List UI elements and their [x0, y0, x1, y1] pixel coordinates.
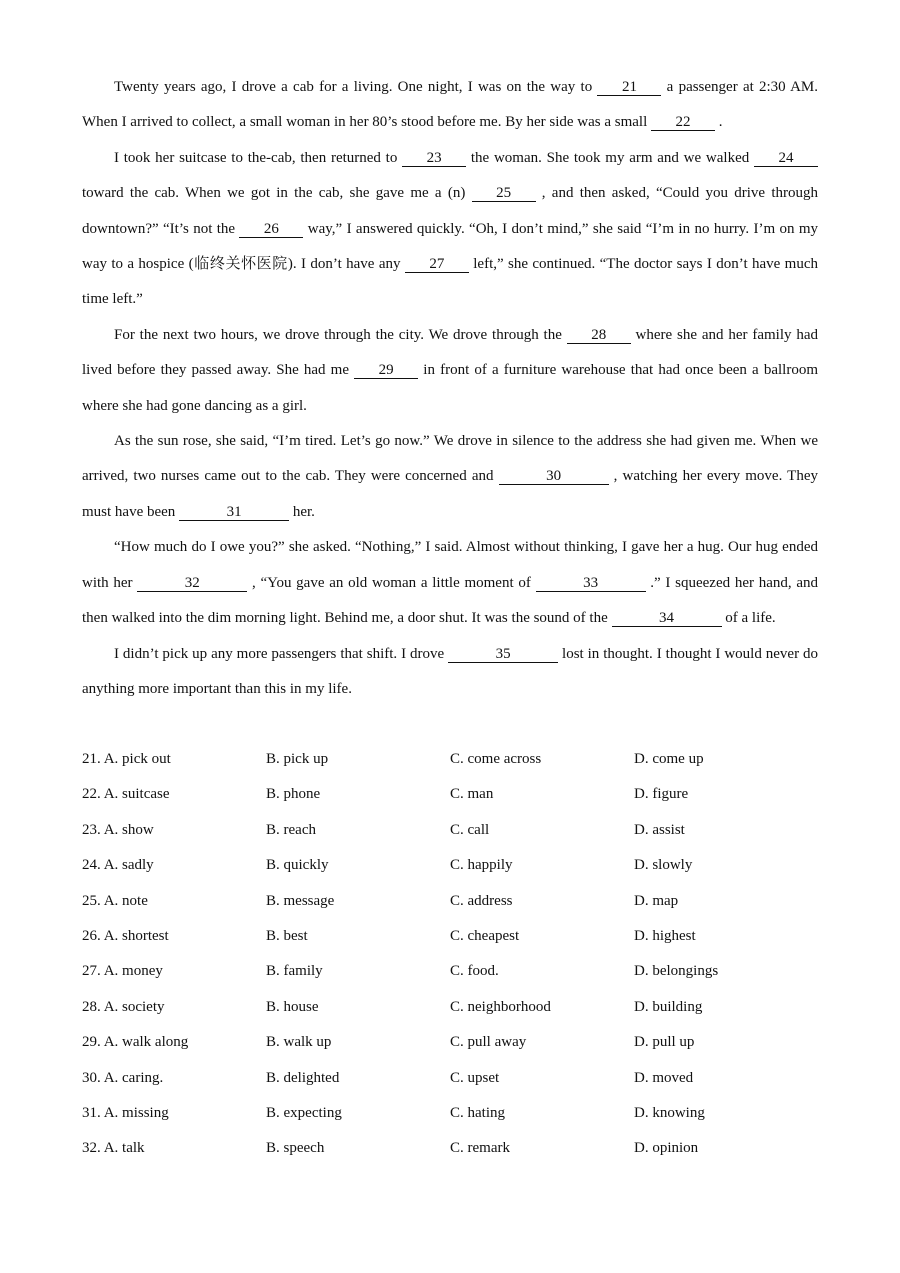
option-a [82, 813, 154, 848]
answer-options [82, 742, 818, 1167]
option-a-text: A. money [103, 963, 163, 980]
option-b: B. message [266, 892, 335, 909]
option-c: C. food. [450, 963, 499, 980]
passage-text: Twenty years ago, I drove a cab for a living. One night, I was on the way to [114, 79, 598, 95]
cloze-passage [82, 70, 818, 707]
option-c: C. upset [450, 1069, 500, 1086]
question-22 [82, 777, 818, 812]
question-number: 24. [82, 857, 101, 874]
option-c: C. come across [450, 751, 542, 767]
question-number: 23. [82, 821, 101, 838]
passage-text: , watching her every move. They must have been [82, 468, 818, 520]
passage-text: a passenger at 2:30 AM. When I arrived to collect, a small woman in her 80’s stood before me. By her side was a small [82, 79, 818, 131]
option-a-text: A. note [103, 892, 148, 909]
option-a-text: A. suitcase [103, 786, 170, 803]
option-a-text: A. caring. [103, 1069, 164, 1086]
option-a-text: A. missing [103, 1104, 169, 1121]
option-d: D. figure [634, 786, 689, 803]
option-d: D. belongings [634, 963, 719, 980]
blank-22: 22 [651, 115, 715, 131]
option-d: D. moved [634, 1069, 694, 1086]
passage-text: in front of a furniture warehouse that had once been a ballroom where she had gone dancing as a girl. [82, 362, 818, 414]
option-d: D. knowing [634, 1104, 705, 1121]
passage-text: I didn’t pick up any more passengers that shift. I drove [114, 645, 449, 662]
passage-text: For the next two hours, we drove through the city. We drove through the [114, 326, 567, 343]
option-a-text: A. walk along [103, 1034, 189, 1051]
passage-text: I took her suitcase to the-cab, then returned to [114, 149, 403, 166]
passage-text: As the sun rose, she said, “I’m tired. Let’s go now.” We drove in silence to the address she had given me. When we arrived, two nurses came out to the cab. They were concerned and [82, 433, 818, 485]
option-a [82, 848, 154, 883]
option-a [82, 884, 148, 919]
option-b: B. phone [266, 786, 321, 803]
option-d: D. assist [634, 821, 685, 838]
option-a-text: A. sadly [103, 857, 154, 874]
question-number: 27. [82, 963, 101, 980]
option-a [82, 954, 163, 989]
paragraph-3 [82, 318, 818, 424]
blank-30: 30 [499, 469, 609, 485]
blank-23: 23 [402, 151, 466, 167]
option-c: C. man [450, 786, 494, 803]
question-27 [82, 954, 818, 989]
blank-32: 32 [137, 576, 247, 592]
option-c: C. address [450, 892, 513, 909]
option-b: B. speech [266, 1140, 325, 1157]
passage-text: .” I squeezed her hand, and then walked into the dim morning light. Behind me, a door shut. It was the sound of the [82, 574, 818, 627]
option-c: C. hating [450, 1104, 505, 1121]
option-a [82, 1061, 163, 1096]
paragraph-1 [82, 70, 818, 141]
option-a-text: A. show [103, 821, 154, 838]
option-d: D. come up [634, 751, 704, 767]
question-number: 26. [82, 927, 101, 944]
option-a-text: A. pick out [103, 751, 171, 767]
option-b: B. family [266, 963, 323, 980]
option-d: D. slowly [634, 857, 693, 874]
option-a-text: A. society [103, 998, 165, 1015]
question-number: 22. [82, 786, 101, 803]
question-30 [82, 1061, 818, 1096]
option-c: C. happily [450, 857, 513, 874]
option-d: D. building [634, 998, 703, 1015]
blank-25: 25 [472, 186, 536, 202]
question-number: 31. [82, 1104, 101, 1121]
option-a [82, 1096, 169, 1131]
option-a [82, 990, 165, 1025]
blank-31: 31 [179, 505, 289, 521]
option-a [82, 742, 171, 777]
question-number: 28. [82, 998, 101, 1015]
option-b: B. walk up [266, 1034, 332, 1051]
blank-33: 33 [536, 576, 646, 592]
question-number: 21. [82, 751, 101, 767]
paragraph-2 [82, 141, 818, 318]
option-b: B. house [266, 998, 319, 1015]
passage-text: of a life. [721, 610, 776, 627]
option-b: B. quickly [266, 857, 329, 874]
option-c: C. pull away [450, 1034, 527, 1051]
passage-text: , “You gave an old woman a little moment of [247, 574, 536, 591]
question-number: 29. [82, 1034, 101, 1051]
option-b: B. best [266, 927, 308, 944]
passage-text: left,” she continued. “The doctor says I don’t have much time left.” [82, 256, 818, 308]
passage-text: toward the cab. When we got in the cab, she gave me a (n) [82, 185, 472, 202]
blank-35: 35 [448, 647, 558, 663]
passage-text: . [715, 114, 723, 131]
option-a [82, 919, 169, 954]
question-31 [82, 1096, 818, 1131]
option-d: D. highest [634, 927, 696, 944]
question-23 [82, 813, 818, 848]
option-c: C. neighborhood [450, 998, 551, 1015]
blank-29: 29 [354, 363, 418, 379]
passage-text: , and then asked, “Could you drive through downtown?” “It’s not the [82, 185, 818, 237]
option-d: D. pull up [634, 1034, 695, 1051]
option-d: D. map [634, 892, 679, 909]
option-a [82, 1025, 188, 1060]
blank-28: 28 [567, 328, 631, 344]
option-a [82, 1131, 145, 1166]
paragraph-5 [82, 530, 818, 636]
blank-27: 27 [405, 257, 469, 273]
question-number: 25. [82, 892, 101, 909]
passage-text: “How much do I owe you?” she asked. “Nothing,” I said. Almost without thinking, I gave her a hug. Our hug ended with her [82, 539, 818, 591]
option-b: B. pick up [266, 751, 329, 767]
question-24 [82, 848, 818, 883]
blank-24: 24 [754, 151, 818, 167]
question-number: 30. [82, 1069, 101, 1086]
question-21 [82, 742, 818, 777]
blank-26: 26 [239, 222, 303, 238]
option-c: C. call [450, 821, 490, 838]
option-b: B. expecting [266, 1104, 342, 1121]
option-c: C. cheapest [450, 927, 520, 944]
question-number: 32. [82, 1140, 101, 1157]
option-c: C. remark [450, 1140, 510, 1157]
blank-34: 34 [612, 611, 722, 627]
option-b: B. reach [266, 821, 316, 838]
question-25 [82, 884, 818, 919]
option-d: D. opinion [634, 1140, 699, 1157]
question-32 [82, 1131, 818, 1166]
option-a-text: A. shortest [103, 927, 169, 944]
passage-text: lost in thought. I thought I would never do anything more important than this in my life. [82, 645, 818, 697]
passage-text: way,” I answered quickly. “Oh, I don’t mind,” she said “I’m in no hurry. I’m on my way to a hospice (临终关怀医院). I don’t have any [82, 220, 818, 273]
question-29 [82, 1025, 818, 1060]
blank-21: 21 [597, 80, 661, 96]
passage-text: her. [289, 503, 315, 520]
passage-text: where she and her family had lived before they passed away. She had me [82, 326, 818, 379]
paragraph-6 [82, 637, 818, 708]
option-a [82, 777, 170, 812]
option-b: B. delighted [266, 1069, 340, 1086]
question-26 [82, 919, 818, 954]
option-a-text: A. talk [103, 1140, 145, 1157]
question-28 [82, 990, 818, 1025]
passage-text: the woman. She took my arm and we walked [466, 149, 754, 166]
paragraph-4 [82, 424, 818, 530]
